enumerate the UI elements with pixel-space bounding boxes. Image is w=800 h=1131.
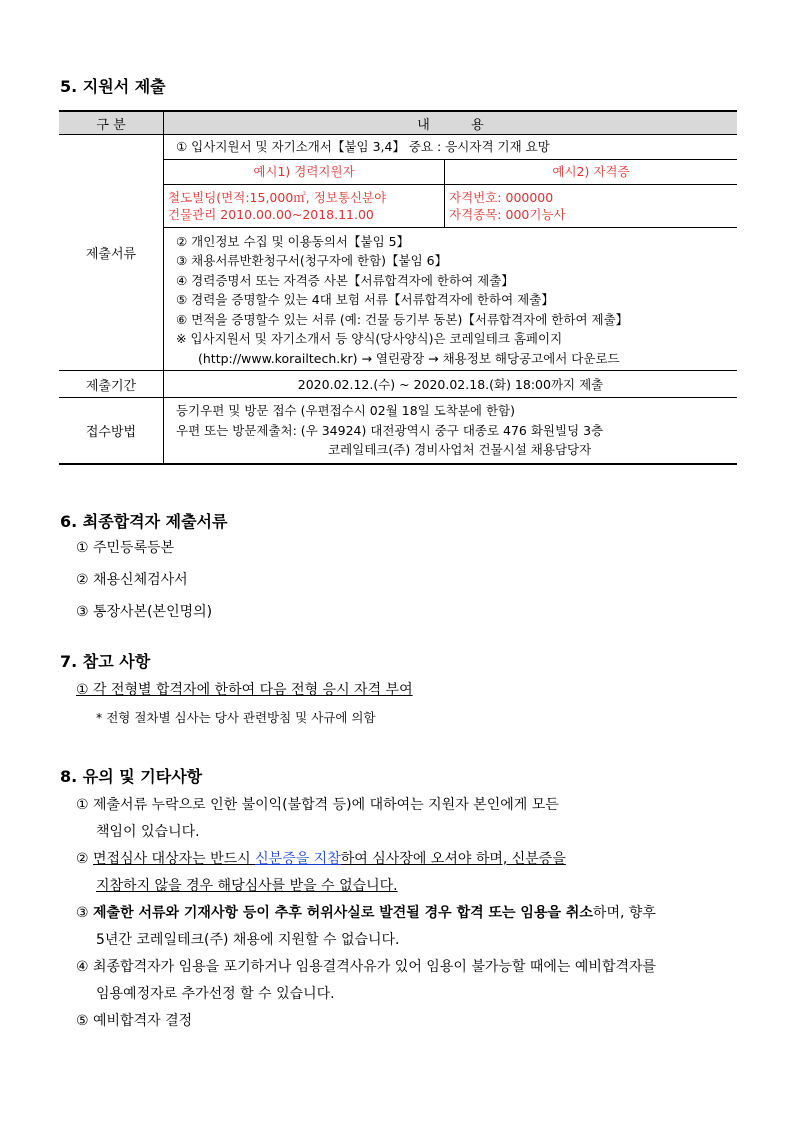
docs-note-line-2: (http://www.korailtech.kr) → 열린광장 → 채용정보 해당공고에서 다운로드 [198,350,620,366]
docs-line-1: ① 입사지원서 및 자기소개서【붙임 3,4】 중요 : 응시자격 기재 요망 [176,139,550,154]
example-2-line-2: 자격종목: 000기능사 [449,206,566,222]
method-line-1: 등기우편 및 방문 접수 (우편접수시 02월 18일 도착분에 한함) [176,403,516,418]
example-1-body [164,184,445,227]
notice-2-marker: ② [76,851,94,867]
reference-note: * 전형 절차별 심사는 당사 관련방침 및 사규에 의함 [96,710,376,725]
docs-row [59,135,737,371]
notice-4-line-2: 임용예정자로 추가선정 할 수 있습니다. [96,986,335,1002]
method-row [59,398,737,464]
notice-3-emphasis: 제출한 서류와 기재사항 등이 추후 허위사실로 발견될 경우 합격 또는 임용을 취소 [93,905,593,921]
notice-item-2 [76,846,656,873]
example-1-line-2: 건물관리 2010.00.00~2018.11.00 [168,206,374,222]
notice-1-line-1: ① 제출서류 누락으로 인한 불이익(불합격 등)에 대하여는 지원자 본인에게 모든 [76,797,559,813]
example-2-body [445,184,738,227]
reference-item-1: ① 각 전형별 합격자에 한하여 다음 전형 응시 자격 부여 [76,682,413,698]
example-1-line-1: 철도빌딩(면적:15,000㎡, 정보통신분야 [168,189,387,205]
docs-line-4: ④ 경력증명서 또는 자격증 사본【서류합격자에 한하여 제출】 [176,272,514,288]
method-content [164,398,738,464]
period-row [59,371,737,398]
list-item: ② 채용신체검사서 [76,572,188,588]
example-2-line-1: 자격번호: 000000 [449,189,554,205]
list-item: ③ 통장사본(본인명의) [76,604,213,620]
docs-line-5: ⑤ 경력을 증명할수 있는 4대 보험 서류【서류합격자에 한하여 제출】 [176,292,554,307]
notice-2-text-a: 면접심사 대상자는 반드시 [93,851,256,867]
notice-item-1 [76,792,656,819]
notice-5: ⑤ 예비합격자 결정 [76,1013,193,1029]
reference-list [76,679,413,711]
section-7-title: 7. 참고 사항 [60,652,151,671]
docs-label: 제출서류 [59,135,164,371]
header-category: 구 분 [59,111,164,135]
section-5-title: 5. 지원서 제출 [60,77,166,96]
section-8-title: 8. 유의 및 기타사항 [60,767,203,786]
notice-2-text-b: 하여 심사장에 오셔야 하며, 신분증을 [340,851,566,867]
docs-line-3: ③ 채용서류반환청구서(청구자에 한함)【붙임 6】 [176,253,448,268]
notice-3-marker: ③ [76,905,94,921]
table-header-row [59,111,737,135]
example-2-header: 예시2) 자격증 [445,159,738,184]
notice-1-line-2: 책임이 있습니다. [96,824,200,840]
application-table [59,110,737,465]
period-label: 제출기간 [59,371,164,398]
method-label: 접수방법 [59,398,164,464]
method-line-2: 우편 또는 방문제출처: (우 34924) 대전광역시 중구 대종로 476 화원빌딩 3층 [176,422,604,438]
header-content: 내 용 [164,111,738,135]
notice-list [76,792,656,1035]
list-item: ① 주민등록등본 [76,540,175,556]
example-1-header: 예시1) 경력지원자 [164,159,445,184]
docs-content [164,135,738,371]
final-docs-list [76,537,212,633]
notice-item-3 [76,900,656,927]
section-6-title: 6. 최종합격자 제출서류 [60,512,228,531]
notice-3-text: 하며, 향후 [592,905,656,921]
notice-3-line-2: 5년간 코레일테크(주) 채용에 지원할 수 없습니다. [96,932,400,948]
docs-line-2: ② 개인정보 수집 및 이용동의서【붙임 5】 [176,233,410,249]
notice-4-line-1: ④ 최종합격자가 임용을 포기하거나 임용결격사유가 있어 임용이 불가능할 때에는 예비합격자를 [76,959,657,975]
docs-note-line-1: ※ 입사지원서 및 자기소개서 등 양식(당사양식)은 코레일테크 홈페이지 [176,331,563,346]
docs-line-6: ⑥ 면적을 증명할수 있는 서류 (예: 건물 등기부 동본)【서류합격자에 한하여 제출】 [176,311,629,327]
notice-2-emphasis: 신분증을 지참 [255,851,341,867]
method-line-3: 코레일테크(주) 경비사업처 건물시설 채용담당자 [328,442,592,457]
example-table [164,159,737,228]
period-value: 2020.02.12.(수) ~ 2020.02.18.(화) 18:00까지 제출 [164,371,738,398]
notice-2-line-2: 지참하지 않을 경우 해당심사를 받을 수 없습니다. [96,878,398,894]
